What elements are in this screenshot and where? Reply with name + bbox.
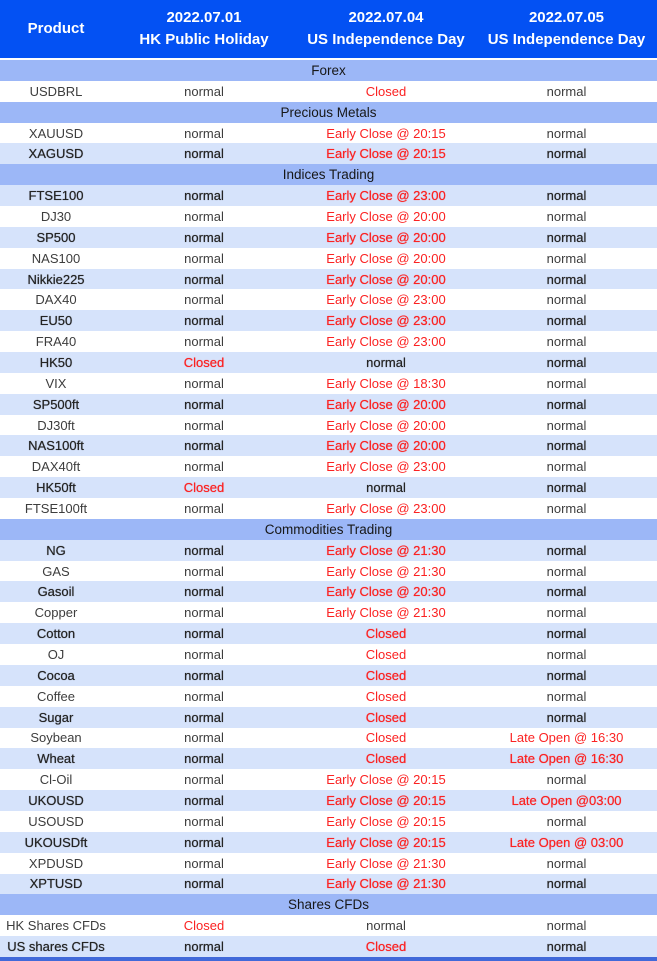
table-row <box>0 853 657 874</box>
product-cell: SP500ft <box>32 396 80 412</box>
section-title: Shares CFDs <box>287 897 370 913</box>
value-cell: normal <box>184 417 224 433</box>
value-cell: Early Close @ 23:00 <box>326 292 446 308</box>
product-cell: UKOUSD <box>28 793 84 808</box>
value-cell: normal <box>184 542 224 558</box>
value-cell: normal <box>546 229 587 245</box>
product-cell: HK Shares CFDs <box>6 918 106 934</box>
product-cell: DJ30ft <box>37 417 75 433</box>
product-cell: GAS <box>42 563 70 579</box>
value-cell: normal <box>366 918 406 934</box>
product-cell: Nikkie225 <box>27 271 85 287</box>
product-cell: UKOUSDft <box>24 834 88 850</box>
product-cell: Copper <box>34 605 78 621</box>
product-cell: Cotton <box>36 626 76 642</box>
value-cell: normal <box>546 271 587 287</box>
value-cell: normal <box>184 834 224 850</box>
product-cell: VIX <box>45 375 67 391</box>
value-cell: normal <box>184 626 224 642</box>
table-row <box>0 728 657 749</box>
header-date: 2022.07.05 <box>528 9 605 27</box>
table-body <box>0 60 657 957</box>
table-row <box>0 936 657 957</box>
value-cell: Early Close @ 20:00 <box>326 417 446 433</box>
product-cell: XAUUSD <box>28 125 84 141</box>
table-row <box>0 81 657 102</box>
table-row <box>0 435 657 456</box>
product-cell: NAS100 <box>31 250 81 266</box>
value-cell: normal <box>184 646 224 662</box>
value-cell: Early Close @ 23:00 <box>326 459 446 475</box>
value-cell: Early Close @ 20:00 <box>326 438 446 454</box>
table-row <box>0 665 657 686</box>
value-cell: normal <box>546 542 587 558</box>
product-cell: Wheat <box>37 751 75 767</box>
value-cell: Early Close @ 20:15 <box>326 813 446 829</box>
value-cell: normal <box>184 292 224 308</box>
value-cell: normal <box>184 125 224 141</box>
table-row <box>0 707 657 728</box>
value-cell: normal <box>184 939 224 955</box>
column-header-date-1 <box>112 0 296 58</box>
value-cell: normal <box>546 605 587 621</box>
table-row <box>0 769 657 790</box>
table-row <box>0 581 657 602</box>
value-cell: Early Close @ 21:30 <box>326 876 446 892</box>
value-cell: normal <box>184 375 224 391</box>
table-row <box>0 540 657 561</box>
table-row <box>0 748 657 769</box>
product-cell: NG <box>46 542 66 558</box>
value-cell: normal <box>184 271 224 287</box>
value-cell: normal <box>184 396 224 412</box>
header-event: US Independence Day <box>487 31 646 48</box>
table-row <box>0 456 657 477</box>
product-cell: Gasoil <box>37 584 75 600</box>
value-cell: Late Open @ 16:30 <box>509 751 624 767</box>
value-cell: normal <box>546 772 587 788</box>
bottom-bar <box>0 957 657 961</box>
value-cell: Early Close @ 21:30 <box>326 855 446 871</box>
table-row <box>0 310 657 331</box>
column-header-date-2 <box>296 0 476 58</box>
header-date: 2022.07.01 <box>166 9 242 27</box>
value-cell: normal <box>184 772 224 788</box>
value-cell: Early Close @ 18:30 <box>326 375 446 391</box>
table-row <box>0 289 657 310</box>
table-row <box>0 206 657 227</box>
value-cell: normal <box>546 646 587 662</box>
value-cell: normal <box>184 83 224 99</box>
value-cell: Early Close @ 21:30 <box>326 542 446 558</box>
value-cell: normal <box>546 313 587 329</box>
table-row <box>0 623 657 644</box>
value-cell: Early Close @ 20:00 <box>326 229 446 245</box>
table-row <box>0 602 657 623</box>
product-cell: Soybean <box>30 730 82 746</box>
table-row <box>0 915 657 936</box>
value-cell: Closed <box>365 646 407 662</box>
product-cell: Cl-Oil <box>39 772 73 788</box>
value-cell: Closed <box>365 688 407 704</box>
value-cell: Closed <box>365 626 407 642</box>
section-header-row <box>0 102 657 123</box>
value-cell: normal <box>546 939 587 955</box>
value-cell: normal <box>184 438 224 454</box>
value-cell: normal <box>546 417 587 433</box>
value-cell: Early Close @ 20:30 <box>326 584 446 600</box>
table-row <box>0 331 657 352</box>
value-cell: normal <box>546 459 587 475</box>
value-cell: normal <box>184 855 224 871</box>
table-row <box>0 811 657 832</box>
section-header-row <box>0 164 657 185</box>
value-cell: normal <box>184 334 224 350</box>
value-cell: normal <box>546 125 587 141</box>
header-date: 2022.07.04 <box>348 9 424 27</box>
value-cell: normal <box>546 876 587 892</box>
value-cell: normal <box>546 688 587 704</box>
value-cell: normal <box>184 688 224 704</box>
section-title: Forex <box>311 62 346 78</box>
header-event: US Independence Day <box>307 31 465 48</box>
table-row <box>0 686 657 707</box>
value-cell: normal <box>184 813 224 829</box>
product-cell: US shares CFDs <box>7 939 105 955</box>
value-cell: Early Close @ 21:30 <box>326 563 446 579</box>
value-cell: normal <box>184 793 224 808</box>
value-cell: normal <box>184 500 224 516</box>
value-cell: normal <box>546 813 587 829</box>
table-header-row <box>0 0 657 58</box>
value-cell: normal <box>184 208 224 224</box>
value-cell: Late Open @ 16:30 <box>509 730 624 746</box>
table-row <box>0 123 657 144</box>
value-cell: Early Close @ 23:00 <box>326 334 446 350</box>
value-cell: Early Close @ 23:00 <box>326 188 446 204</box>
value-cell: Early Close @ 21:30 <box>326 605 446 621</box>
product-cell: EU50 <box>39 313 73 329</box>
product-cell: SP500 <box>36 229 76 245</box>
table-row <box>0 832 657 853</box>
value-cell: normal <box>546 83 587 99</box>
value-cell: Early Close @ 20:15 <box>326 146 446 162</box>
section-title: Indices Trading <box>282 167 375 183</box>
product-cell: DJ30 <box>40 208 72 224</box>
value-cell: normal <box>184 667 224 683</box>
value-cell: normal <box>546 500 587 516</box>
value-cell: Early Close @ 20:15 <box>326 834 446 850</box>
value-cell: Closed <box>365 751 407 767</box>
product-cell: XAGUSD <box>28 146 84 162</box>
product-cell: OJ <box>47 646 65 662</box>
product-cell: FTSE100ft <box>24 500 88 516</box>
value-cell: Early Close @ 20:00 <box>326 208 446 224</box>
value-cell: Early Close @ 20:00 <box>326 271 446 287</box>
value-cell: normal <box>184 229 224 245</box>
product-cell: FTSE100 <box>28 188 84 204</box>
product-cell: XPTUSD <box>29 876 83 892</box>
value-cell: normal <box>546 146 587 162</box>
product-cell: NAS100ft <box>28 438 84 454</box>
product-cell: Sugar <box>38 709 74 725</box>
table-row <box>0 352 657 373</box>
value-cell: normal <box>546 709 587 725</box>
value-cell: normal <box>546 667 587 683</box>
value-cell: Early Close @ 20:00 <box>326 396 446 412</box>
product-cell: DAX40ft <box>31 459 81 475</box>
value-cell: Closed <box>183 354 225 370</box>
product-cell: Coffee <box>36 688 76 704</box>
value-cell: Closed <box>183 918 225 934</box>
value-cell: Closed <box>365 83 407 99</box>
table-row <box>0 790 657 811</box>
table-row <box>0 874 657 895</box>
value-cell: normal <box>546 292 587 308</box>
value-cell: normal <box>546 250 587 266</box>
table-row <box>0 269 657 290</box>
value-cell: normal <box>184 459 224 475</box>
column-header-date-3 <box>476 0 657 58</box>
product-cell: HK50ft <box>36 480 76 496</box>
value-cell: normal <box>184 188 224 204</box>
product-cell: Cocoa <box>37 667 75 683</box>
value-cell: normal <box>546 584 587 600</box>
table-row <box>0 498 657 519</box>
value-cell: normal <box>546 334 587 350</box>
value-cell: Early Close @ 23:00 <box>326 500 446 516</box>
value-cell: normal <box>184 250 224 266</box>
value-cell: Late Open @03:00 <box>511 793 622 808</box>
value-cell: Early Close @ 20:00 <box>326 250 446 266</box>
value-cell: normal <box>546 626 587 642</box>
value-cell: normal <box>184 876 224 892</box>
value-cell: Closed <box>183 480 225 496</box>
table-row <box>0 143 657 164</box>
table-row <box>0 373 657 394</box>
table-row <box>0 394 657 415</box>
value-cell: Early Close @ 23:00 <box>326 313 446 329</box>
header-event: HK Public Holiday <box>139 31 269 48</box>
table-row <box>0 477 657 498</box>
value-cell: normal <box>546 438 587 454</box>
value-cell: Early Close @ 20:15 <box>326 125 446 141</box>
value-cell: normal <box>184 563 224 579</box>
table-row <box>0 415 657 436</box>
value-cell: normal <box>546 354 587 370</box>
value-cell: normal <box>366 480 406 496</box>
value-cell: normal <box>546 188 587 204</box>
product-cell: USOUSD <box>28 813 84 829</box>
value-cell: normal <box>546 396 587 412</box>
value-cell: Early Close @ 20:15 <box>326 772 446 788</box>
section-header-row <box>0 60 657 81</box>
product-cell: USDBRL <box>29 83 83 99</box>
value-cell: normal <box>184 313 224 329</box>
value-cell: normal <box>184 584 224 600</box>
value-cell: Late Open @ 03:00 <box>509 834 624 850</box>
value-cell: normal <box>184 751 224 767</box>
value-cell: normal <box>546 918 587 934</box>
value-cell: normal <box>366 354 406 370</box>
value-cell: Early Close @ 20:15 <box>326 793 446 808</box>
product-header-label: Product <box>27 20 85 38</box>
value-cell: Closed <box>365 939 407 955</box>
value-cell: normal <box>546 375 587 391</box>
value-cell: normal <box>546 563 587 579</box>
value-cell: normal <box>546 208 587 224</box>
table-row <box>0 644 657 665</box>
value-cell: normal <box>184 730 224 746</box>
value-cell: normal <box>184 709 224 725</box>
value-cell: normal <box>546 480 587 496</box>
table-row <box>0 561 657 582</box>
section-title: Commodities Trading <box>264 521 393 537</box>
product-cell: FRA40 <box>35 334 77 350</box>
section-header-row <box>0 894 657 915</box>
value-cell: normal <box>184 605 224 621</box>
product-cell: DAX40 <box>35 292 77 308</box>
value-cell: normal <box>546 855 587 871</box>
value-cell: Closed <box>365 730 407 746</box>
section-title: Precious Metals <box>280 104 377 120</box>
table-row <box>0 227 657 248</box>
table-row <box>0 248 657 269</box>
table-row <box>0 185 657 206</box>
section-header-row <box>0 519 657 540</box>
product-cell: HK50 <box>39 354 73 370</box>
column-header-product <box>0 0 112 58</box>
product-cell: XPDUSD <box>28 855 84 871</box>
value-cell: normal <box>184 146 224 162</box>
value-cell: Closed <box>365 667 407 683</box>
value-cell: Closed <box>365 709 407 725</box>
